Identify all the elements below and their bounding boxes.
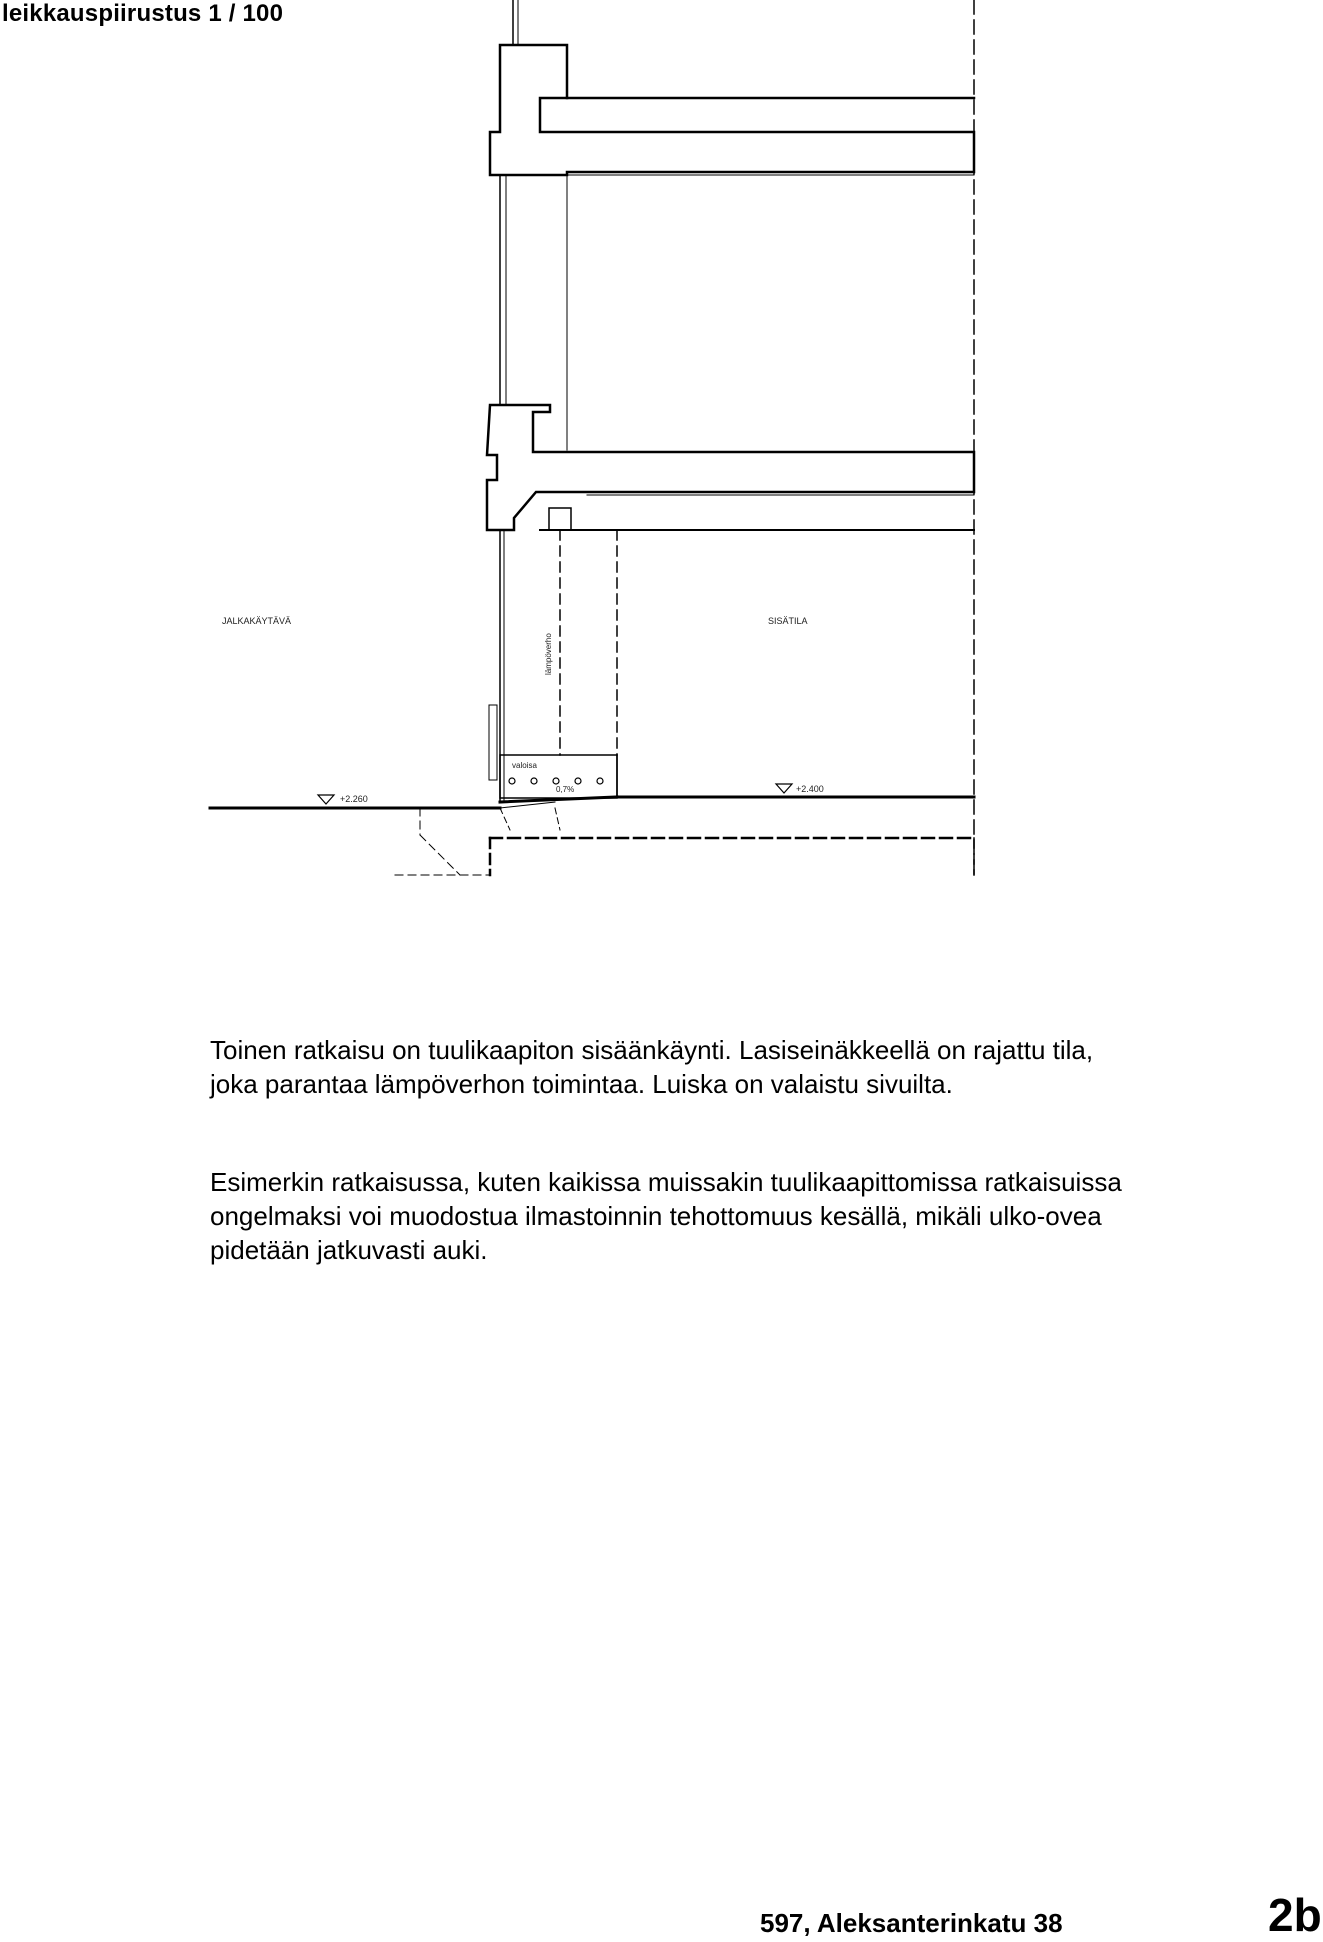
footer-address: 597, Aleksanterinkatu 38: [760, 1908, 1063, 1938]
label-heat-curtain: lämpöverho: [544, 633, 553, 675]
level-right-value: +2.400: [796, 784, 824, 794]
paragraph-1: Toinen ratkaisu on tuulikaapiton sisäänkäynti. Lasiseinäkkeellä on rajattu tila, joka parantaa lämpöverhon toimintaa. Luiska on valaistu sivuilta.: [210, 1035, 1094, 1099]
level-marker-left: [318, 795, 334, 804]
foundation-line: [500, 808, 510, 830]
upper-slab: [490, 45, 974, 175]
drawing-title: leikkauspiirustus 1 / 100: [2, 0, 284, 27]
paragraph-2: Esimerkin ratkaisussa, kuten kaikissa muissakin tuulikaapittomissa ratkaisuissa ongelmaksi voi muodostua ilmastoinnin tehottomuus kesällä, mikäli ulko-ovea pidetään jatkuvasti auki.: [210, 1167, 1122, 1265]
foundation-line: [420, 835, 460, 875]
lintel-box: [549, 508, 571, 530]
level-marker-right: [776, 784, 792, 793]
light-fixtures: [509, 778, 603, 784]
label-interior: SISÄTILA: [768, 616, 808, 626]
middle-slab: [487, 405, 974, 530]
section-drawing: [0, 0, 1323, 900]
foundation-line: [555, 808, 560, 830]
label-slope: 0,7%: [556, 785, 575, 794]
label-lights: valoisa: [512, 761, 537, 770]
door-handle: [489, 705, 497, 780]
level-left-value: +2.260: [340, 794, 368, 804]
label-pedestrian-area: JALKAKÄYTÄVÄ: [222, 616, 292, 626]
sheet-number: 2b: [1268, 1889, 1322, 1941]
